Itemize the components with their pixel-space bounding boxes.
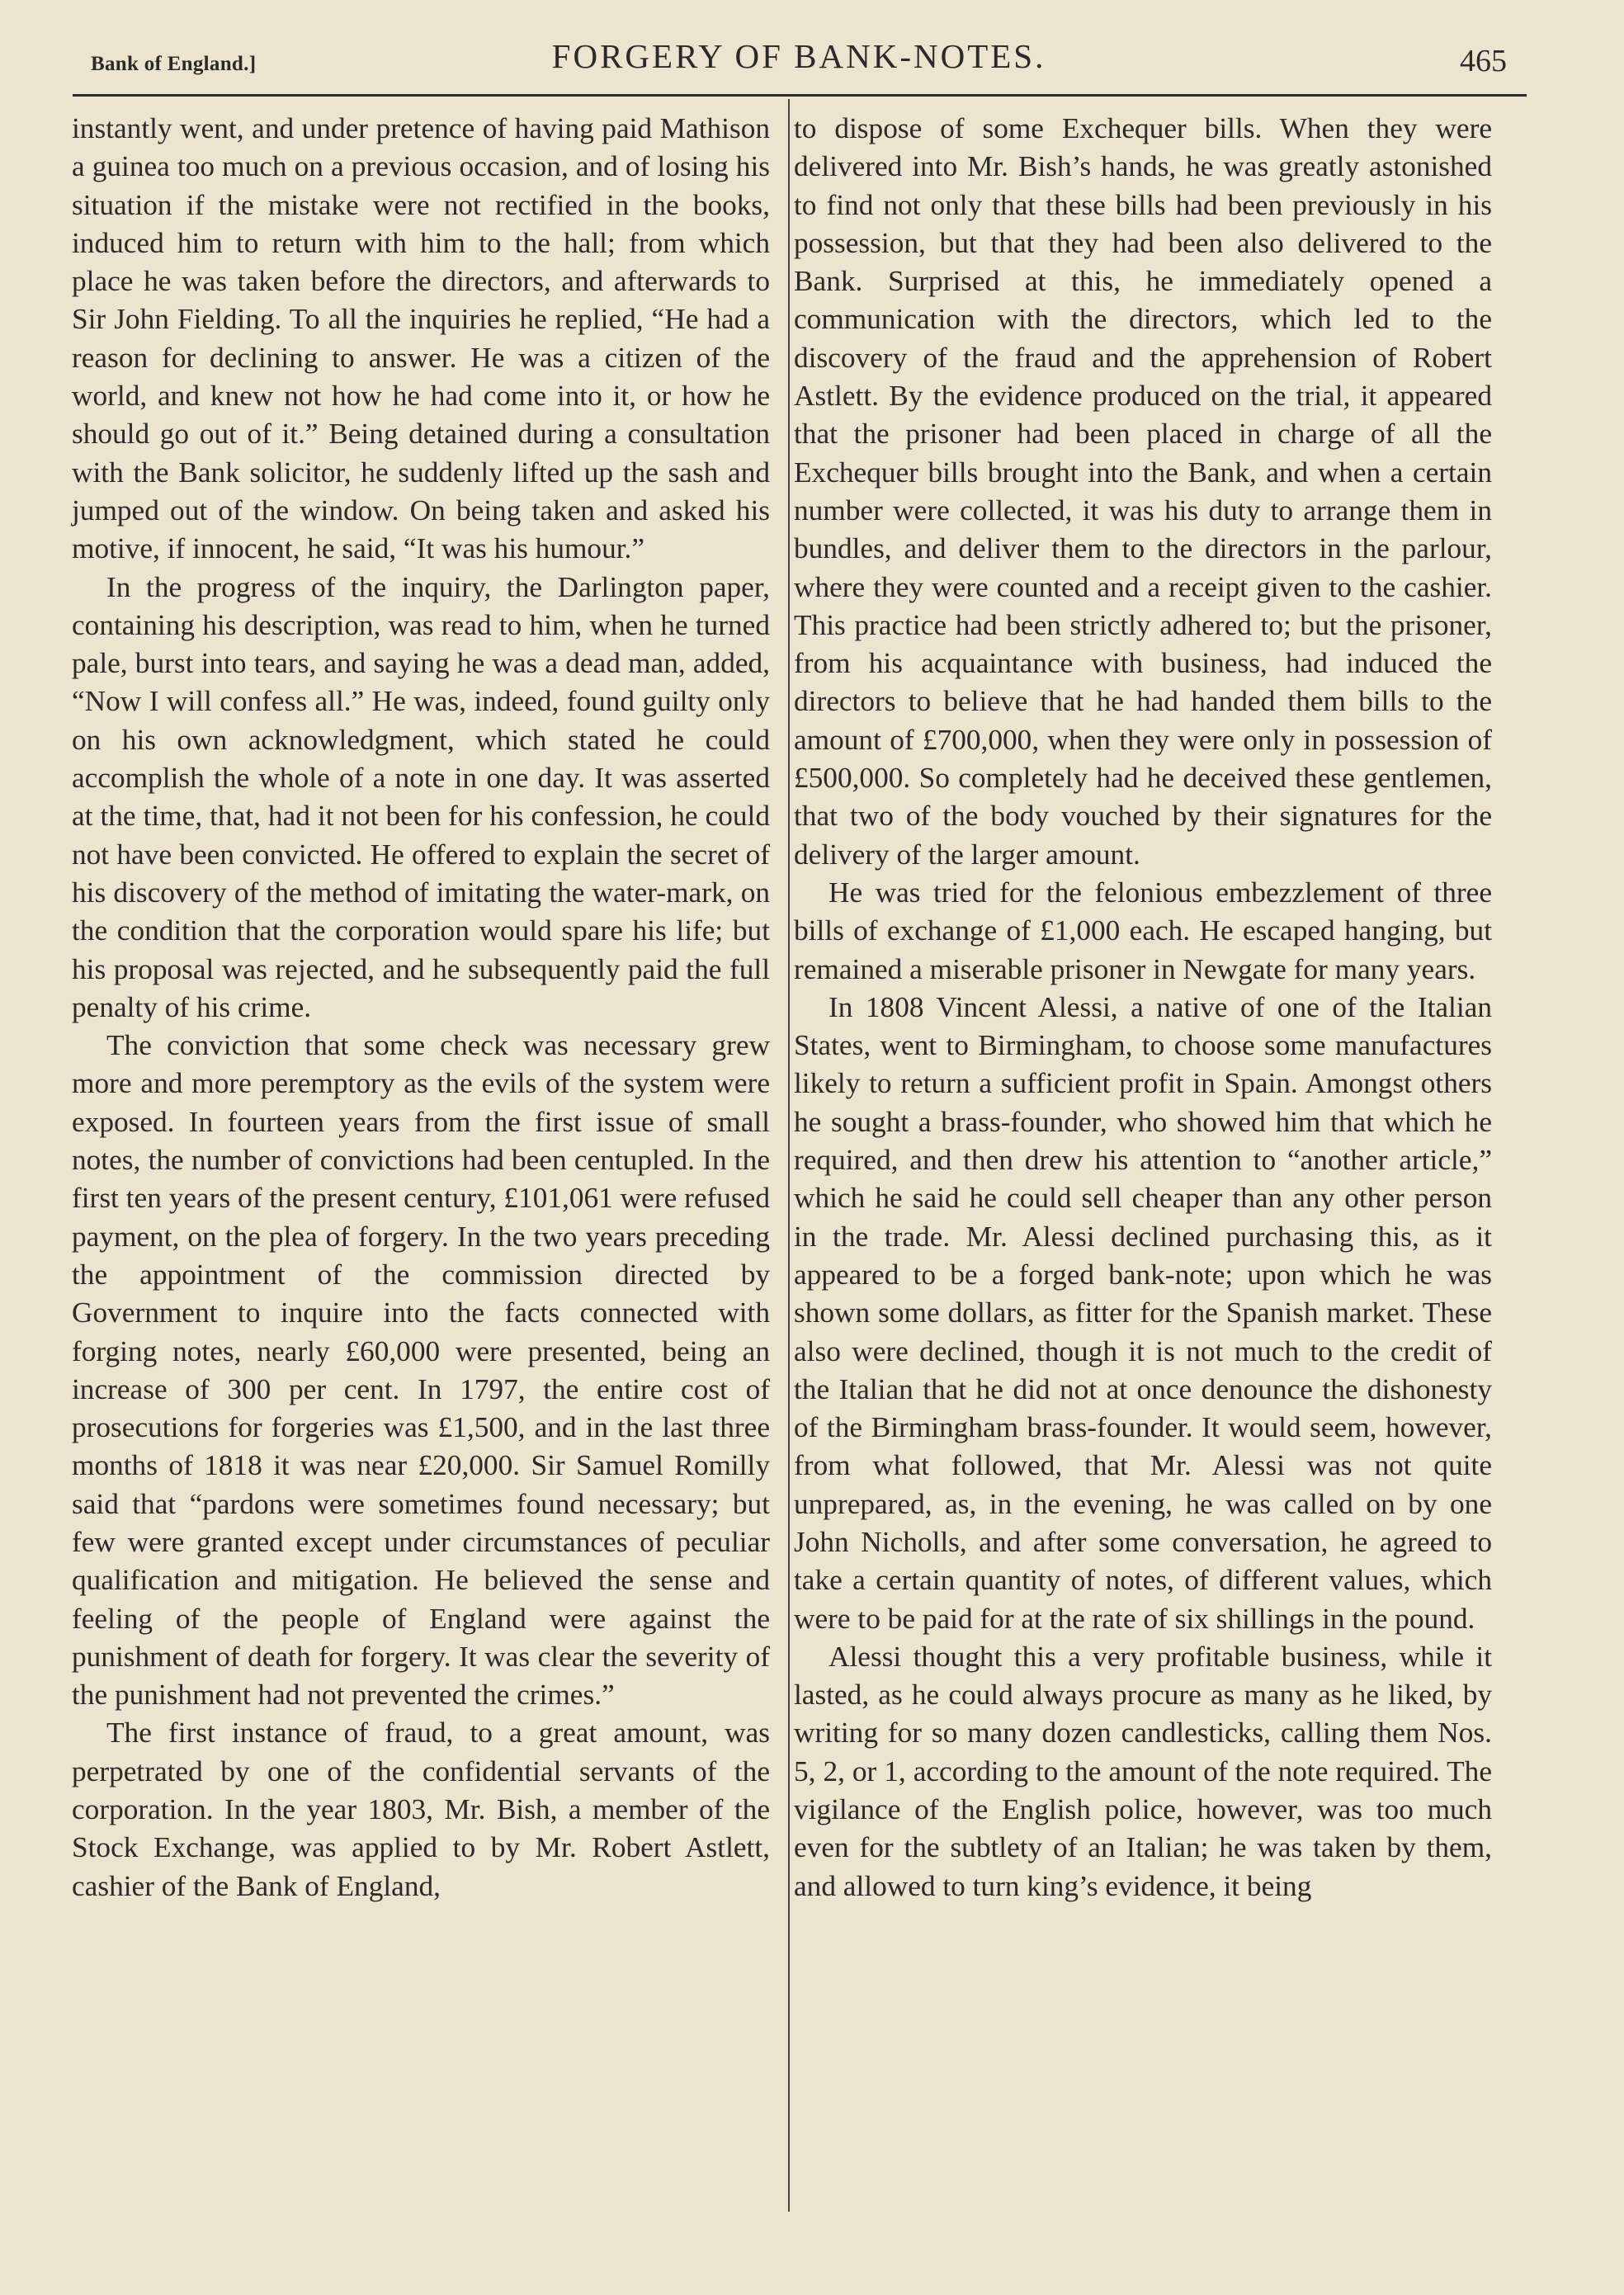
- page-number: 465: [1460, 44, 1507, 78]
- header-rule: [73, 94, 1527, 97]
- page-title: FORGERY OF BANK-NOTES.: [551, 37, 1046, 75]
- paragraph: Alessi thought this a very profitable business, while it lasted, as he could always procure as many as he liked, by writing for so many dozen candlesticks, calling them Nos. 5, 2, or 1, according to the amount of the note required. The vigilance of the English police, however, was too much even for the subtlety of an Italian; he was taken by them, and allowed to turn king’s evidence, it being: [794, 1640, 1492, 1902]
- paragraph: instantly went, and under pretence of having paid Mathison a guinea too much on a previous occasion, and of losing his situation if the mistake were not rectified in the books, induced him to return with him to the hall; from which place he was taken before the directors, and afterwards to Sir John Fielding. To all the inquiries he replied, “He had a reason for declining to answer. He was a citizen of the world, and knew not how he had come into it, or how he should go out of it.” Being detained during a consultation with the Bank solicitor, he suddenly lifted up the sash and jumped out of the window. On being taken and asked his motive, if innocent, he said, “It was his humour.”: [72, 112, 770, 565]
- paragraph: He was tried for the felonious embezzlement of three bills of exchange of £1,000 each. He escaped hanging, but remained a miserable prisoner in Newgate for many years.: [794, 876, 1492, 985]
- right-column: [794, 110, 1492, 1905]
- running-head: Bank of England.]: [91, 53, 257, 75]
- left-column: [72, 110, 770, 1905]
- paragraph: The first instance of fraud, to a great amount, was perpetrated by one of the confidential servants of the corporation. In the year 1803, Mr. Bish, a member of the Stock Exchange, was applied to by Mr. Robert Astlett, cashier of the Bank of England,: [72, 1717, 770, 1902]
- paragraph: The conviction that some check was necessary grew more and more peremptory as the evils of the system were exposed. In fourteen years from the first issue of small notes, the number of convictions had been centupled. In the first ten years of the present century, £101,061 were refused payment, on the plea of forgery. In the two years preceding the appointment of the commission directed by Government to inquire into the facts connected with forging notes, nearly £60,000 were presented, being an increase of 300 per cent. In 1797, the entire cost of prosecutions for forgeries was £1,500, and in the last three months of 1818 it was near £20,000. Sir Samuel Romilly said that “pardons were sometimes found necessary; but few were granted except under circumstances of peculiar qualification and mitigation. He believed the sense and feeling of the people of England were against the punishment of death for forgery. It was clear the severity of the punishment had not prevented the crimes.”: [72, 1029, 770, 1712]
- page-header: [73, 36, 1525, 94]
- paragraph: to dispose of some Exchequer bills. When they were delivered into Mr. Bish’s hands, he was greatly astonished to find not only that these bills had been previously in his possession, but that they had been also delivered to the Bank. Surprised at this, he immediately opened a communication with the directors, which led to the discovery of the fraud and the apprehension of Robert Astlett. By the evidence produced on the trial, it appeared that the prisoner had been placed in charge of all the Exchequer bills brought into the Bank, and when a certain number were collected, it was his duty to arrange them in bundles, and deliver them to the directors in the parlour, where they were counted and a receipt given to the cashier. This practice had been strictly adhered to; but the prisoner, from his acquaintance with business, had induced the directors to believe that he had handed them bills to the amount of £700,000, when they were only in possession of £500,000. So completely had he deceived these gentlemen, that two of the body vouched by their signatures for the delivery of the larger amount.: [794, 112, 1492, 871]
- paragraph: In the progress of the inquiry, the Darlington paper, containing his description, was read to him, when he turned pale, burst into tears, and saying he was a dead man, added, “Now I will confess all.” He was, indeed, found guilty only on his own acknowledgment, which stated he could accomplish the whole of a note in one day. It was asserted at the time, that, had it not been for his confession, he could not have been convicted. He offered to explain the secret of his discovery of the method of imitating the water-mark, on the condition that the corporation would spare his life; but his proposal was rejected, and he subsequently paid the full penalty of his crime.: [72, 570, 770, 1023]
- paragraph: In 1808 Vincent Alessi, a native of one of the Italian States, went to Birmingham, to choose some manufactures likely to return a sufficient profit in Spain. Amongst others he sought a brass-founder, who showed him that which he required, and then drew his attention to “another article,” which he said he could sell cheaper than any other person in the trade. Mr. Alessi declined purchasing this, as it appeared to be a forged bank-note; upon which he was shown some dollars, as fitter for the Spanish market. These also were declined, though it is not much to the credit of the Italian that he did not at once denounce the dishonesty of the Birmingham brass-founder. It would seem, however, from what followed, that Mr. Alessi was not quite unprepared, as, in the evening, he was called on by one John Nicholls, and after some conversation, he agreed to take a certain quantity of notes, of different values, which were to be paid for at the rate of six shillings in the pound.: [794, 990, 1492, 1635]
- column-divider: [788, 99, 790, 2212]
